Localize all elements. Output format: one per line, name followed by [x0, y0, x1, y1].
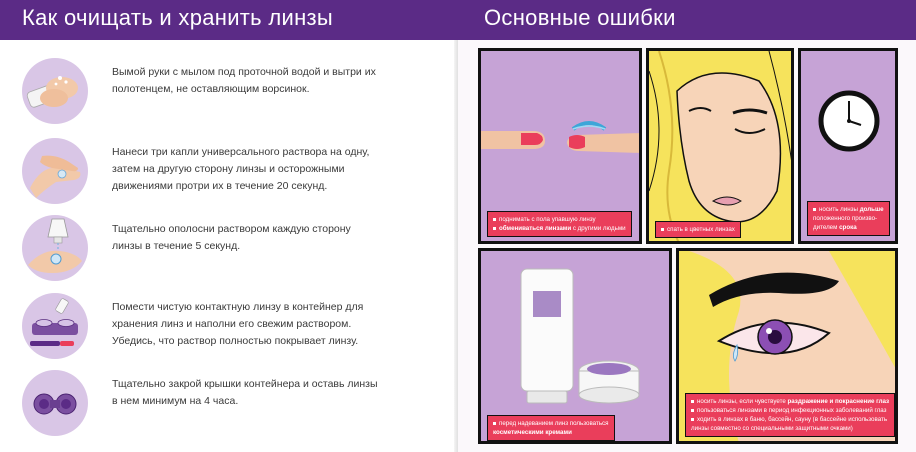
caption-text: положенного произво- — [813, 215, 878, 222]
step-4-text: Помести чистую контактную линзу в контейнер для хранения линз и наполни его свежим раствором. Убедись, что раствор полностью покрывает линзу. — [112, 301, 364, 347]
panel-cream-caption — [487, 415, 615, 441]
panel-eye-caption — [685, 393, 895, 437]
closed-container-icon — [22, 370, 88, 436]
caption-bold-text: косметическими кремами — [493, 429, 572, 436]
step-5 — [22, 370, 442, 440]
caption-text: перед надеванием линз пользоваться — [499, 420, 609, 427]
caption-text: линзы совместно со специальными защитными очками) — [691, 425, 853, 432]
step-2-text: Нанеси три капли универсального раствора на одну, затем на другую сторону линзы и осторожными движениями протри их в течение 20 секунд. — [112, 146, 370, 192]
caption-text: спать в цветных линзах — [667, 226, 735, 233]
caption-bold-text: срока — [839, 224, 857, 231]
washing-hands-icon — [22, 58, 88, 124]
caption-text: дителем — [813, 224, 840, 231]
left-header-band — [0, 0, 458, 40]
caption-text: носить линзы, если чувствуете — [697, 398, 788, 405]
step-3-text: Тщательно ополосни раствором каждую сторону линзы в течение 5 секунд. — [112, 223, 351, 252]
step-3 — [22, 215, 442, 285]
step-4 — [22, 293, 442, 363]
caption-bold-text: обмениваться линзами — [499, 225, 572, 232]
right-header-band — [458, 0, 916, 40]
panel-cream — [478, 248, 672, 444]
step-2 — [22, 138, 442, 208]
panel-sleeping-caption — [655, 221, 741, 238]
caption-text: ходить в линзах в баню, бассейн, сауну (в бассейне использовать — [697, 416, 888, 423]
caption-text: пользоваться линзами в период инфекционных заболеваний глаз — [697, 407, 887, 414]
panel-clock-caption — [807, 201, 890, 236]
step-5-text: Тщательно закрой крышки контейнера и оставь линзы в нем минимум на 4 часа. — [112, 378, 378, 407]
step-1-text: Вымой руки с мылом под проточной водой и вытри их полотенцем, не оставляющим ворсинок. — [112, 66, 376, 95]
panel-fingers — [478, 48, 642, 244]
panel-irritated-eye — [676, 248, 898, 444]
left-page-title: Как очищать и хранить линзы — [22, 5, 334, 30]
lens-container-icon — [22, 293, 88, 359]
caption-text: поднимать с пола упавшую линзу — [499, 216, 596, 223]
right-page — [458, 0, 916, 452]
rinsing-lens-icon — [22, 215, 88, 281]
step-1 — [22, 58, 442, 128]
right-page-title: Основные ошибки — [484, 5, 676, 30]
caption-bold-text: раздражение и покраснение глаз — [787, 398, 890, 405]
caption-bold-text: дольше — [859, 206, 884, 213]
panel-fingers-caption — [487, 211, 632, 237]
panel-clock — [798, 48, 898, 244]
caption-text: носить линзы — [819, 206, 860, 213]
panel-sleeping-woman — [646, 48, 794, 244]
rubbing-lens-icon — [22, 138, 88, 204]
caption-text: с другими людьми — [571, 225, 626, 232]
